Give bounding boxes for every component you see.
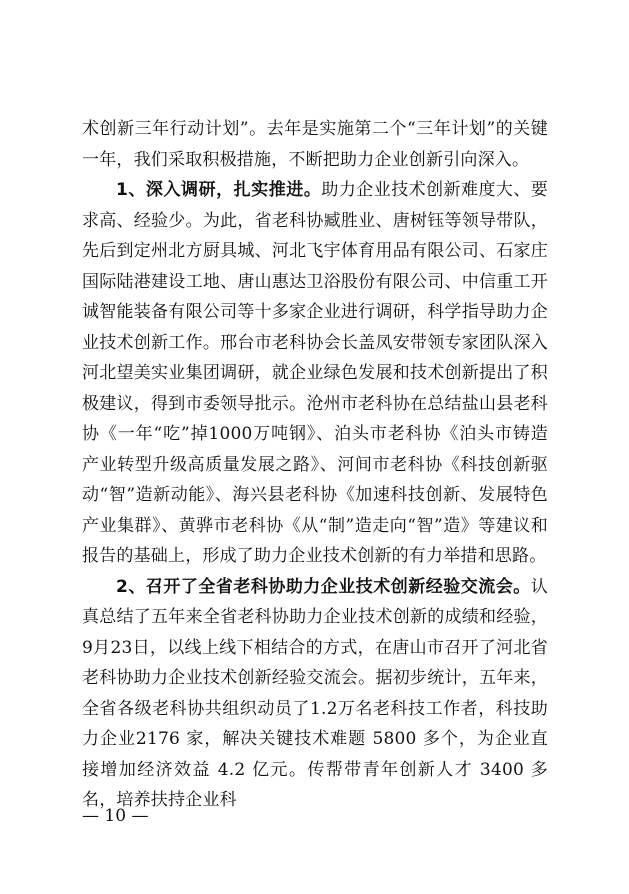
paragraph-conference xyxy=(82,572,548,816)
paragraph-text: 认真总结了五年来全省老科协助力企业技术创新的成绩和经验，9月23日，以线上线下相结合的方式，在唐山市召开了河北省老科协助力企业技术创新经验交流会。据初步统计，五年来，全省各级老科协共组织动员了1.2万名老科技工作者，科技助力企业2176 家，解决关键技术难题 5800 多个，为企业直接增加经济效益 4.2 亿元。传帮带青年创新人才 3400 多名，培养扶持企业科 xyxy=(82,576,548,810)
paragraph-heading: 2、召开了全省老科协助力企业技术创新经验交流会。 xyxy=(116,576,531,597)
paragraph-heading: 1、深入调研，扎实推进。 xyxy=(116,180,322,200)
paragraph-research xyxy=(82,175,548,572)
paragraph-text: 助力企业技术创新难度大、要求高、经验少。为此，省老科协臧胜业、唐树钰等领导带队，先后到定州北方厨具城、河北飞宇体育用品有限公司、石家庄国际陆港建设工地、唐山惠达卫浴股份有限公司、中信重工开诚智能装备有限公司等十多家企业进行调研，科学指导助力企业技术创新工作。邢台市老科协会长盖凤安带领专家团队深入河北望美实业集团调研，就企业绿色发展和技术创新提出了积极建议，得到市委领导批示。沧州市老科协在总结盐山县老科协《一年“吃”掉1000万吨钢》、泊头市老科协《泊头市铸造产业转型升级高质量发展之路》、河间市老科协《科技创新驱动“智”造新动能》、海兴县老科协《加速科技创新、发展特色产业集群》、黄骅市老科协《从“制”造走向“智”造》等建议和报告的基础上，形成了助力企业技术创新的有力举措和思路。 xyxy=(82,180,548,566)
paragraph-text: 术创新三年行动计划”。去年是实施第二个“三年计划”的关键一年，我们采取积极措施，不断把助力企业创新引向深入。 xyxy=(82,119,548,170)
page-number: — 10 — xyxy=(82,806,149,826)
document-body xyxy=(82,114,548,816)
paragraph-continuation xyxy=(82,114,548,175)
